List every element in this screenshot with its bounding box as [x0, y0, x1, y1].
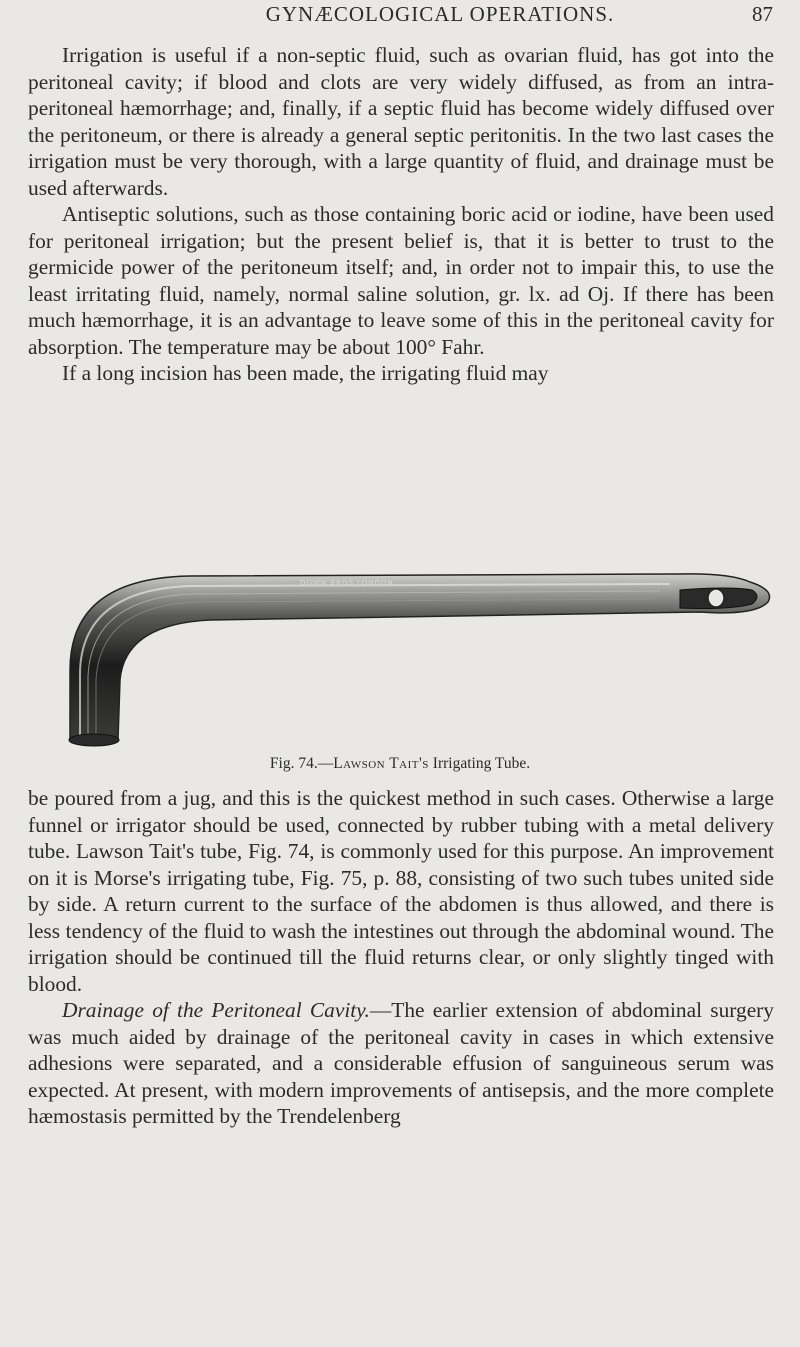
paragraph-antiseptic: Antiseptic solutions, such as those containing boric acid or iodine, have been used for peritoneal irrigation; but the present belief is, that it is better to trust to the germicide power of the peritoneum itself; and, in order not to impair this, to use the least irritating fluid, namely, normal saline solution, gr. lx. ad Oj. If there has been much hæmorrhage, it is an advantage to leave some of this in the peritoneal cavity for absorption. The temperature may be about 100° Fahr.: [28, 202, 774, 359]
text-block-top: [28, 42, 774, 387]
figure-caption: [0, 755, 800, 773]
paragraph-long-incision: If a long incision has been made, the irrigating fluid may: [62, 361, 549, 385]
paragraph-drainage: [28, 997, 774, 1130]
drainage-text: —The earlier extension of abdominal surgery was much aided by drainage of the peritoneal cavity in cases in which extensive adhesions were separated, and a considerable effusion of sanguineous serum was expected. At present, with modern improvements of antisepsis, and the more complete hæmostasis permitted by the Trendelenberg: [28, 998, 775, 1128]
figure-irrigating-tube: [40, 560, 780, 750]
caption-author: Lawson Tait's: [333, 755, 429, 772]
paragraph-irrigation: Irrigation is useful if a non-septic fluid, such as ovarian fluid, has got into the peritoneal cavity; if blood and clots are very widely diffused, as from an intra-peritoneal hæmorrhage; and, finally, if a septic fluid has become widely diffused over the peritoneum, or there is already a general septic peritonitis. In the two last cases the irrigation must be very thorough, with a large quantity of fluid, and drainage must be used afterwards.: [28, 43, 774, 200]
maker-mark: DOWN BROS LONDON: [300, 579, 394, 587]
paragraph-jug: be poured from a jug, and this is the quickest method in such cases. Otherwise a large funnel or irrigator should be used, connected by rubber tubing with a metal delivery tube. Lawson Tait's tube, Fig. 74, is commonly used for this purpose. An improvement on it is Morse's irrigating tube, Fig. 75, p. 88, consisting of two such tubes united side by side. A return current to the surface of the abdomen is thus allowed, and there is less tendency of the fluid to wash the intestines out through the abdominal wound. The irrigation should be continued till the fluid returns clear, or only slightly tinged with blood.: [28, 786, 774, 996]
drainage-heading: Drainage of the Peritoneal Cavity.: [62, 998, 370, 1022]
irrigating-tube-illustration: [40, 560, 780, 750]
caption-title: Irrigating Tube.: [428, 755, 531, 772]
text-block-bottom: [28, 785, 774, 1130]
page-number: 87: [752, 2, 773, 26]
caption-number: Fig. 74.—: [269, 755, 334, 772]
running-head: GYNÆCOLOGICAL OPERATIONS.: [265, 2, 615, 26]
